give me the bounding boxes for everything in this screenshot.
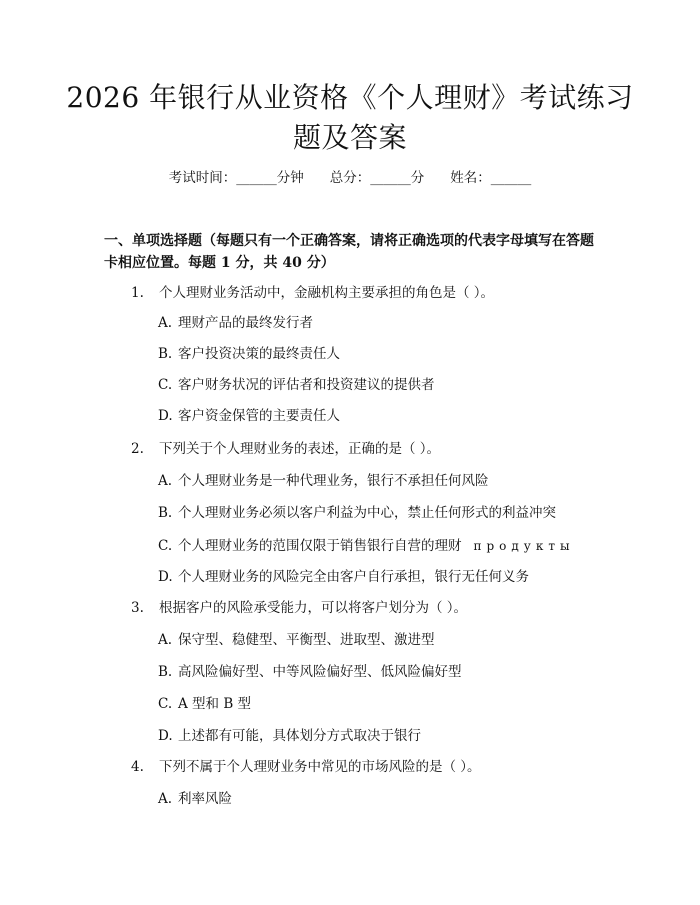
question-3-option-b — [158, 662, 462, 682]
option-text: 保守型、稳健型、平衡型、进取型、激进型 — [178, 632, 435, 648]
question-3 — [131, 598, 467, 618]
option-text: 个人理财业务是一种代理业务，银行不承担任何风险 — [178, 473, 489, 489]
option-letter: A. — [158, 632, 173, 648]
option-text: 个人理财业务的范围仅限于销售银行自营的理财 — [178, 538, 462, 554]
name-field: 姓名：______ — [450, 170, 532, 186]
option-letter: A. — [158, 791, 173, 807]
question-1-option-a — [158, 313, 313, 333]
option-text: 客户投资决策的最终责任人 — [178, 346, 340, 362]
section-heading-line-1: 一、单项选择题（每题只有一个正确答案，请将正确选项的代表字母填写在答题 — [104, 233, 594, 249]
page-title — [60, 78, 640, 158]
option-text: 个人理财业务的风险完全由客户自行承担，银行无任何义务 — [178, 569, 529, 585]
question-3-option-c — [158, 694, 251, 714]
question-1 — [131, 283, 494, 303]
exam-time-field: 考试时间：______分钟 — [168, 170, 304, 186]
question-4 — [131, 757, 481, 777]
question-2-option-a — [158, 471, 489, 491]
question-3-option-a — [158, 630, 435, 650]
title-line-2: 题及答案 — [292, 121, 407, 154]
option-text: 理财产品的最终发行者 — [178, 315, 313, 331]
question-text: 下列不属于个人理财业务中常见的市场风险的是（ ）。 — [159, 759, 481, 775]
option-letter: A. — [158, 473, 173, 489]
option-suffix: продукты — [473, 539, 575, 553]
section-heading-line-2: 卡相应位置。每题 1 分，共 40 分） — [104, 255, 335, 271]
question-number: 4. — [131, 759, 144, 775]
option-letter: D. — [158, 408, 173, 424]
option-text: 客户资金保管的主要责任人 — [178, 408, 340, 424]
option-letter: B. — [158, 664, 173, 680]
question-2 — [131, 439, 440, 459]
question-3-option-d — [158, 726, 421, 746]
question-4-option-a — [158, 789, 232, 809]
question-1-option-d — [158, 406, 340, 426]
total-score-field: 总分：______分 — [329, 170, 425, 186]
question-2-option-c — [158, 536, 575, 556]
question-1-option-b — [158, 344, 340, 364]
option-letter: C. — [158, 538, 173, 554]
question-2-option-d — [158, 567, 529, 587]
question-text: 下列关于个人理财业务的表述，正确的是（ ）。 — [159, 441, 441, 457]
option-letter: C. — [158, 696, 173, 712]
question-text: 个人理财业务活动中，金融机构主要承担的角色是（ ）。 — [159, 285, 495, 301]
option-letter: D. — [158, 569, 173, 585]
question-number: 1. — [131, 285, 144, 301]
option-text: 高风险偏好型、中等风险偏好型、低风险偏好型 — [178, 664, 462, 680]
question-number: 2. — [131, 441, 144, 457]
section-heading — [104, 230, 604, 274]
option-letter: B. — [158, 346, 173, 362]
question-2-option-b — [158, 503, 556, 523]
option-letter: C. — [158, 377, 173, 393]
question-number: 3. — [131, 600, 144, 616]
exam-meta — [0, 168, 700, 188]
option-text: 利率风险 — [178, 791, 232, 807]
option-letter: A. — [158, 315, 173, 331]
option-text: 个人理财业务必须以客户利益为中心，禁止任何形式的利益冲突 — [178, 505, 556, 521]
option-letter: D. — [158, 728, 173, 744]
question-text: 根据客户的风险承受能力，可以将客户划分为（ ）。 — [159, 600, 468, 616]
option-text: A 型和 B 型 — [178, 696, 252, 712]
question-1-option-c — [158, 375, 435, 395]
option-text: 上述都有可能，具体划分方式取决于银行 — [178, 728, 421, 744]
option-letter: B. — [158, 505, 173, 521]
title-line-1: 2026 年银行从业资格《个人理财》考试练习 — [66, 81, 634, 114]
option-text: 客户财务状况的评估者和投资建议的提供者 — [178, 377, 435, 393]
